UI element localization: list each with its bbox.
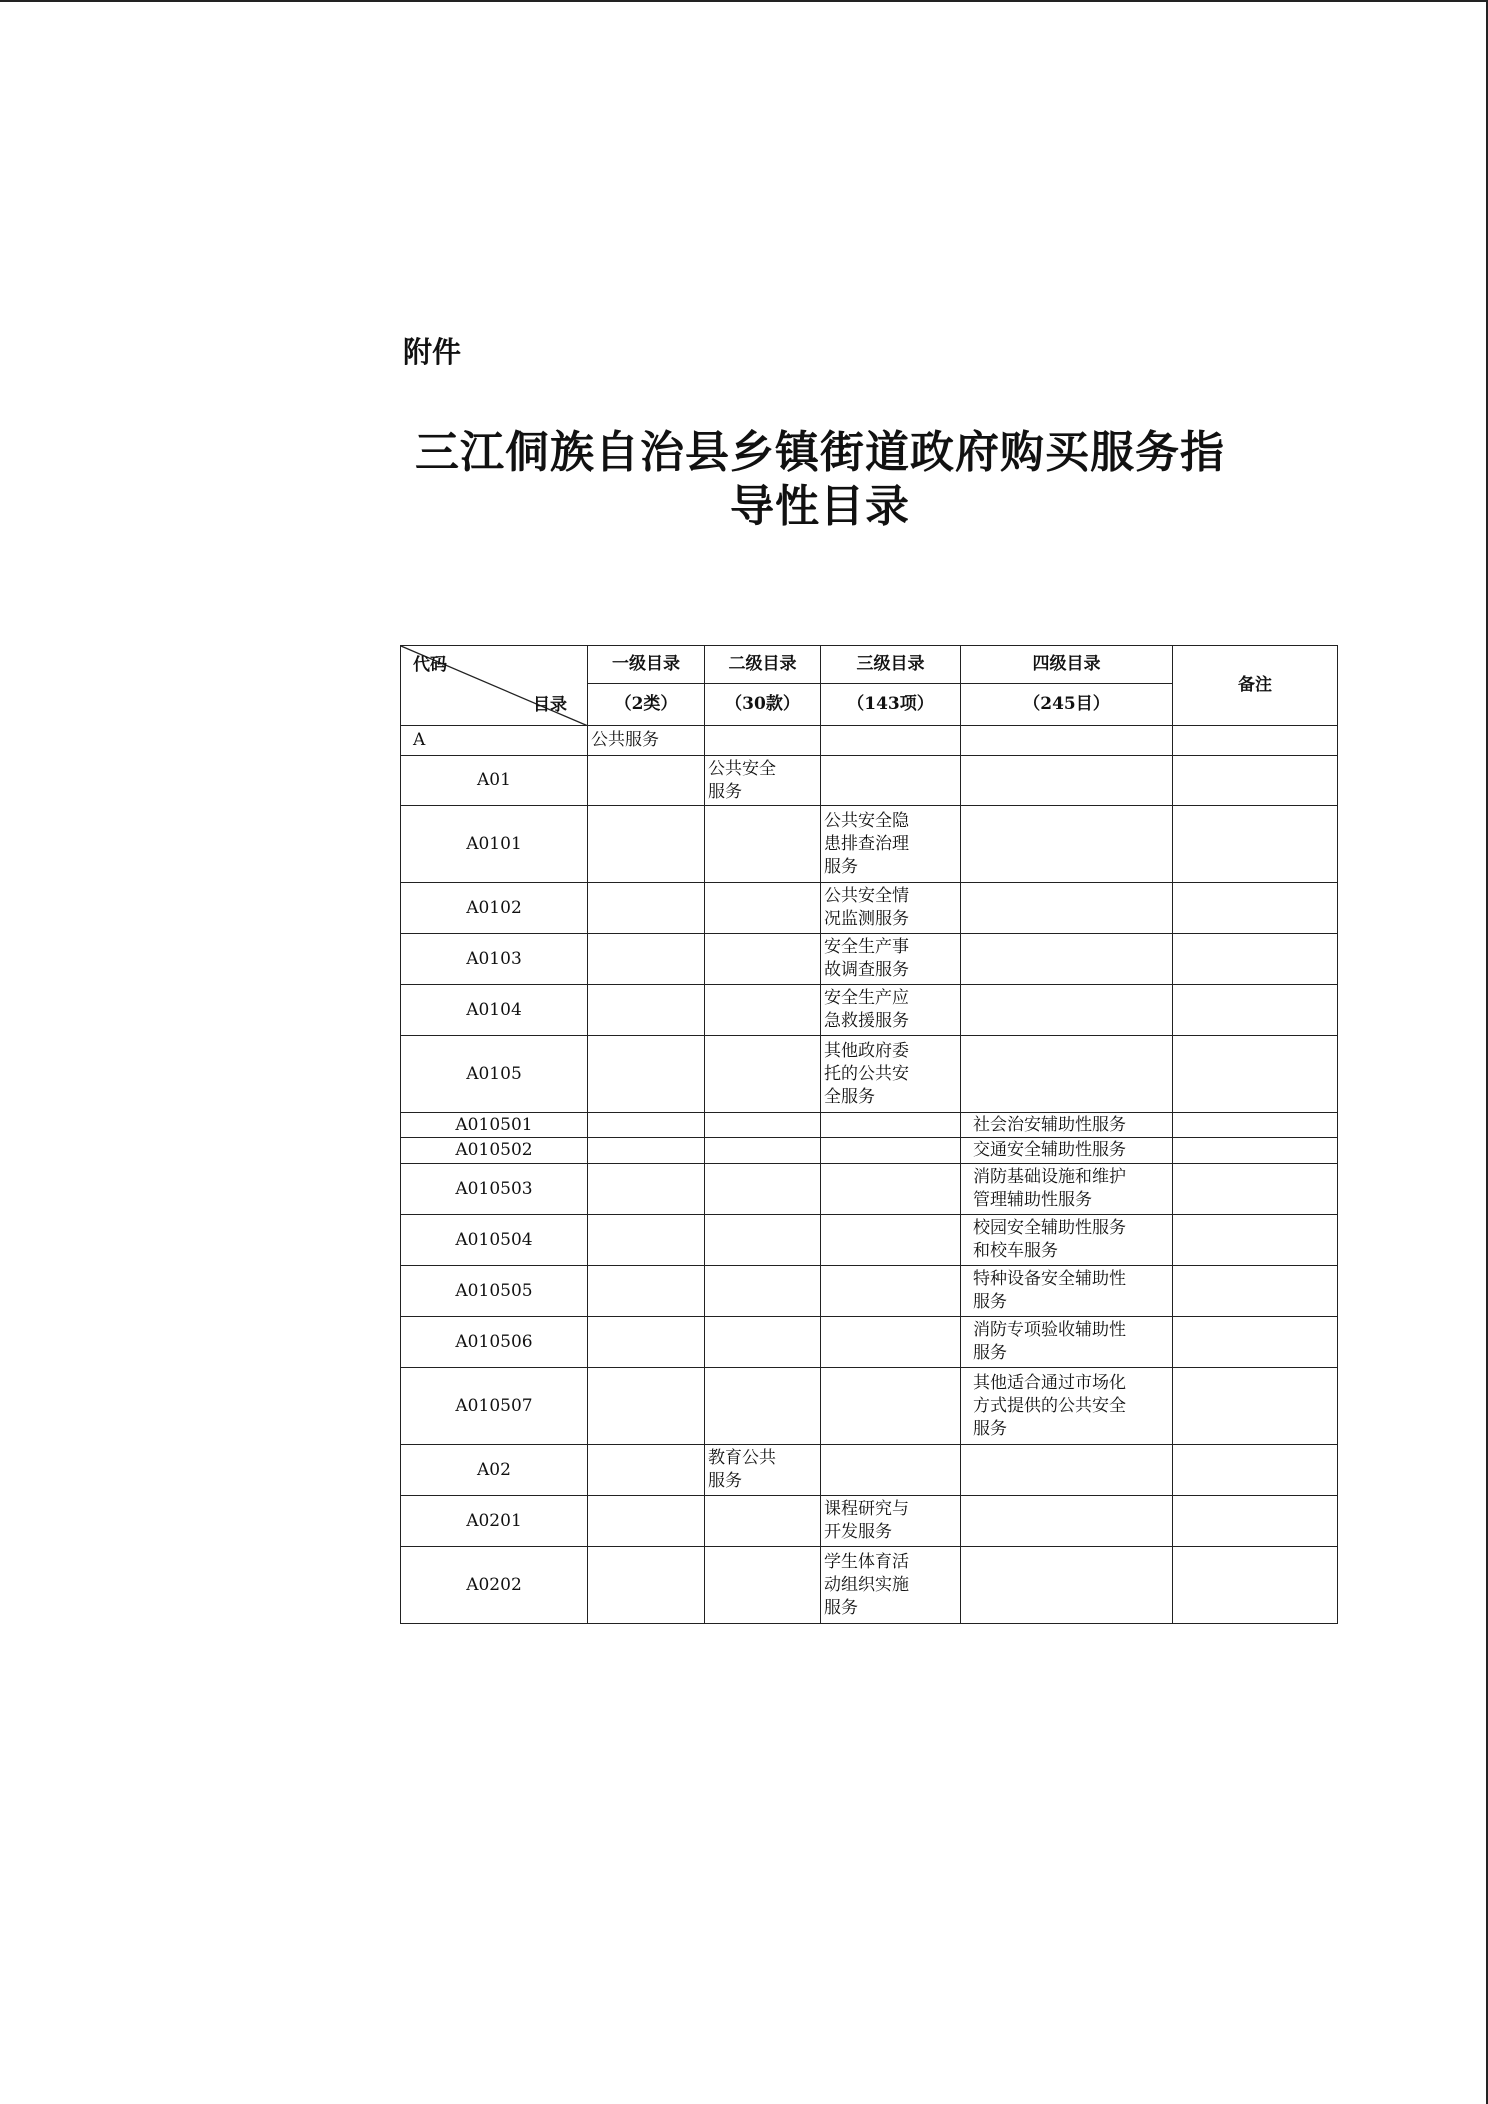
row-level1-cell [588,756,705,806]
table-row [401,806,1338,883]
row-level3-cell [821,1164,961,1215]
row-level3-cell [821,756,961,806]
header-level1-count: （2类） [588,684,705,726]
row-code-cell: A01 [401,756,588,806]
row-level1-cell [588,1215,705,1266]
row-level2-cell: 公共安全 服务 [705,756,821,806]
row-level4-cell: 特种设备安全辅助性 服务 [961,1266,1173,1317]
row-remark-cell [1173,756,1338,806]
table-row [401,726,1338,756]
row-level1-cell [588,985,705,1036]
row-level4-cell [961,934,1173,985]
row-level1-cell [588,1164,705,1215]
header-corner-cell [401,646,588,726]
row-level3-cell [821,726,961,756]
row-level4-cell: 交通安全辅助性服务 [961,1138,1173,1164]
row-level4-cell [961,985,1173,1036]
row-level2-cell [705,1496,821,1547]
table-row [401,756,1338,806]
row-level2-cell [705,1113,821,1138]
row-level1-cell [588,1317,705,1368]
header-level1: 一级目录 [588,646,705,684]
table-row [401,1547,1338,1624]
row-remark-cell [1173,1215,1338,1266]
row-level4-cell [961,883,1173,934]
header-code-label: 代码 [413,655,447,675]
header-level2: 二级目录 [705,646,821,684]
table-row [401,1317,1338,1368]
attachment-label: 附件 [403,335,462,369]
row-code-cell: A010501 [401,1113,588,1138]
row-level4-cell [961,1445,1173,1496]
row-level4-cell: 社会治安辅助性服务 [961,1113,1173,1138]
table-row [401,1138,1338,1164]
row-code-cell: A010504 [401,1215,588,1266]
row-level4-cell [961,1496,1173,1547]
row-remark-cell [1173,1496,1338,1547]
row-remark-cell [1173,1164,1338,1215]
row-level1-cell [588,1547,705,1624]
table-row [401,1496,1338,1547]
row-code-cell: A0104 [401,985,588,1036]
row-level3-cell [821,1215,961,1266]
row-level1-cell [588,806,705,883]
row-level4-cell: 校园安全辅助性服务 和校车服务 [961,1215,1173,1266]
row-remark-cell [1173,1036,1338,1113]
row-level2-cell [705,1036,821,1113]
row-level2-cell: 教育公共 服务 [705,1445,821,1496]
header-catalog-label: 目录 [533,695,567,715]
row-code-cell: A0101 [401,806,588,883]
title-line-1: 三江侗族自治县乡镇街道政府购买服务指 [415,427,1225,478]
row-code-cell: A [401,726,588,756]
header-row-1 [401,646,1338,684]
row-level3-cell [821,1266,961,1317]
header-level3: 三级目录 [821,646,961,684]
row-remark-cell [1173,1113,1338,1138]
row-level2-cell [705,1547,821,1624]
row-level2-cell [705,1317,821,1368]
row-level2-cell [705,985,821,1036]
row-level3-cell: 公共安全隐 患排查治理 服务 [821,806,961,883]
row-level2-cell [705,934,821,985]
row-remark-cell [1173,1368,1338,1445]
row-code-cell: A0201 [401,1496,588,1547]
row-level3-cell [821,1113,961,1138]
row-level2-cell [705,1266,821,1317]
row-level1-cell [588,1036,705,1113]
row-level2-cell [705,1215,821,1266]
table-row [401,1215,1338,1266]
row-level1-cell [588,1138,705,1164]
row-level1-cell [588,934,705,985]
row-code-cell: A0102 [401,883,588,934]
table-row [401,1113,1338,1138]
document-title [380,426,1260,534]
header-remark: 备注 [1173,646,1338,726]
row-level4-cell: 消防基础设施和维护 管理辅助性服务 [961,1164,1173,1215]
row-remark-cell [1173,806,1338,883]
row-remark-cell [1173,934,1338,985]
page-top-border [0,0,1488,2]
row-remark-cell [1173,1445,1338,1496]
row-remark-cell [1173,1317,1338,1368]
row-level2-cell [705,883,821,934]
table-row [401,1266,1338,1317]
row-level3-cell: 公共安全情 况监测服务 [821,883,961,934]
row-level3-cell: 课程研究与 开发服务 [821,1496,961,1547]
row-remark-cell [1173,1138,1338,1164]
row-level2-cell [705,1164,821,1215]
table-row [401,883,1338,934]
row-remark-cell [1173,726,1338,756]
catalog-table [400,645,1338,1624]
row-code-cell: A010507 [401,1368,588,1445]
row-level1-cell [588,1368,705,1445]
row-level1-cell [588,1113,705,1138]
row-level3-cell [821,1445,961,1496]
table-row [401,1164,1338,1215]
row-code-cell: A010505 [401,1266,588,1317]
row-code-cell: A010503 [401,1164,588,1215]
row-level4-cell [961,1547,1173,1624]
row-level4-cell [961,806,1173,883]
header-level4-count: （245目） [961,684,1173,726]
row-level4-cell: 消防专项验收辅助性 服务 [961,1317,1173,1368]
row-level3-cell: 安全生产应 急救援服务 [821,985,961,1036]
row-level4-cell: 其他适合通过市场化 方式提供的公共安全 服务 [961,1368,1173,1445]
row-remark-cell [1173,985,1338,1036]
row-level3-cell: 安全生产事 故调查服务 [821,934,961,985]
header-level2-count: （30款） [705,684,821,726]
title-line-2: 导性目录 [730,481,910,532]
table-row [401,934,1338,985]
row-level1-cell [588,1445,705,1496]
row-code-cell: A010506 [401,1317,588,1368]
row-code-cell: A0105 [401,1036,588,1113]
row-level3-cell: 学生体育活 动组织实施 服务 [821,1547,961,1624]
table-row [401,985,1338,1036]
row-code-cell: A02 [401,1445,588,1496]
row-level2-cell [705,1138,821,1164]
row-level4-cell [961,726,1173,756]
row-level1-cell [588,1266,705,1317]
row-code-cell: A0103 [401,934,588,985]
row-level2-cell [705,1368,821,1445]
table-row [401,1445,1338,1496]
row-level3-cell [821,1368,961,1445]
row-level4-cell [961,756,1173,806]
row-level1-cell: 公共服务 [588,726,705,756]
row-level2-cell [705,726,821,756]
row-code-cell: A010502 [401,1138,588,1164]
row-remark-cell [1173,1547,1338,1624]
row-level3-cell: 其他政府委 托的公共安 全服务 [821,1036,961,1113]
row-level1-cell [588,883,705,934]
row-level3-cell [821,1138,961,1164]
header-level3-count: （143项） [821,684,961,726]
row-remark-cell [1173,883,1338,934]
row-remark-cell [1173,1266,1338,1317]
table-row [401,1368,1338,1445]
row-level2-cell [705,806,821,883]
header-level4: 四级目录 [961,646,1173,684]
row-code-cell: A0202 [401,1547,588,1624]
row-level4-cell [961,1036,1173,1113]
row-level1-cell [588,1496,705,1547]
table-row [401,1036,1338,1113]
row-level3-cell [821,1317,961,1368]
